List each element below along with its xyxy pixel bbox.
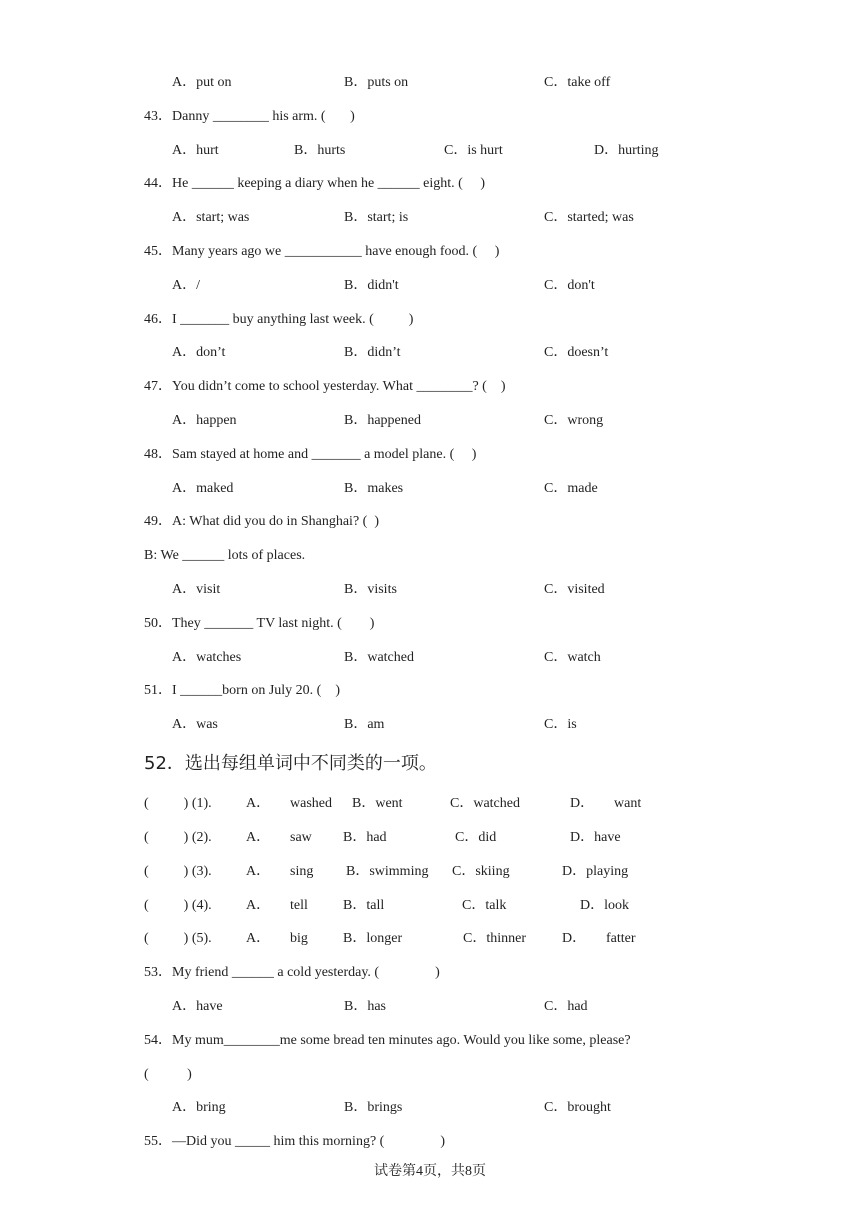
q52-row4-paren: ( ) (4). <box>144 898 212 913</box>
q52-row2-a: A． <box>246 830 271 845</box>
q47-option-a: A．happen <box>172 413 237 428</box>
q45-option-b: B．didn't <box>344 278 399 293</box>
q49-stem: 49．A: What did you do in Shanghai? ( ) <box>144 514 379 529</box>
q54-stem-line2: ( ) <box>144 1067 192 1082</box>
q47-option-c: C．wrong <box>544 413 604 428</box>
q52-row2-c: C．did <box>455 830 497 845</box>
q52-row2-paren: ( ) (2). <box>144 830 212 845</box>
q49-option-c: C．visited <box>544 582 605 597</box>
q52-row5-c: C．thinner <box>463 931 526 946</box>
q52-row1-d: D． <box>570 796 595 811</box>
q52-row1-a-word: washed <box>290 796 332 811</box>
q43-option-a: A．hurt <box>172 143 219 158</box>
q50-option-b: B．watched <box>344 650 414 665</box>
q52-row1-d-word: want <box>614 796 642 811</box>
q47-option-b: B．happened <box>344 413 421 428</box>
q43-stem: 43．Danny ________ his arm. ( ) <box>144 109 355 124</box>
q51-stem: 51．I ______born on July 20. ( ) <box>144 683 340 698</box>
q52-row5-a: A． <box>246 931 271 946</box>
q48-stem: 48．Sam stayed at home and _______ a model plane. ( ) <box>144 447 477 462</box>
q44-stem: 44．He ______ keeping a diary when he ______ eight. ( ) <box>144 176 485 191</box>
q51-option-a: A．was <box>172 717 218 732</box>
q52-row4-c: C．talk <box>462 898 507 913</box>
page-footer: 试卷第4页，共8页 <box>374 1164 486 1179</box>
q51-option-c: C．is <box>544 717 577 732</box>
q42-option-a: A．put on <box>172 75 232 90</box>
q52-row3-d: D．playing <box>562 864 629 879</box>
q44-option-b: B．start; is <box>344 210 409 225</box>
q50-stem: 50．They _______ TV last night. ( ) <box>144 616 375 631</box>
q52-row5-d: D． <box>562 931 587 946</box>
q52-row3-a: A． <box>246 864 271 879</box>
q54-option-c: C．brought <box>544 1100 611 1115</box>
q43-option-c: C．is hurt <box>444 143 503 158</box>
q46-option-b: B．didn’t <box>344 345 401 360</box>
q42-option-c: C．take off <box>544 75 611 90</box>
q46-option-a: A．don’t <box>172 345 226 360</box>
q54-option-a: A．bring <box>172 1100 226 1115</box>
q52-row3-a-word: sing <box>290 864 314 879</box>
q54-option-b: B．brings <box>344 1100 403 1115</box>
q47-stem: 47．You didn’t come to school yesterday. What ________? ( ) <box>144 379 506 394</box>
q52-row4-a: A． <box>246 898 271 913</box>
q50-option-a: A．watches <box>172 650 242 665</box>
q55-stem: 55．—Did you _____ him this morning? ( ) <box>144 1134 445 1149</box>
q53-stem: 53．My friend ______ a cold yesterday. ( ) <box>144 965 440 980</box>
q50-option-c: C．watch <box>544 650 601 665</box>
q48-option-c: C．made <box>544 481 598 496</box>
q54-stem: 54．My mum________me some bread ten minutes ago. Would you like some, please? <box>144 1033 631 1048</box>
q53-option-c: C．had <box>544 999 588 1014</box>
q53-option-a: A．have <box>172 999 223 1014</box>
q43-option-b: B．hurts <box>294 143 346 158</box>
q52-row1-c: C．watched <box>450 796 520 811</box>
q42-option-b: B．puts on <box>344 75 409 90</box>
q48-option-a: A．maked <box>172 481 234 496</box>
q45-stem: 45．Many years ago we ___________ have enough food. ( ) <box>144 244 500 259</box>
q49-stem-line2: B: We ______ lots of places. <box>144 548 306 563</box>
q46-stem: 46．I _______ buy anything last week. ( ) <box>144 312 414 327</box>
q52-row4-b: B．tall <box>343 898 385 913</box>
q52-row1-paren: ( ) (1). <box>144 796 212 811</box>
q52-row5-b: B．longer <box>343 931 403 946</box>
q51-option-b: B．am <box>344 717 385 732</box>
q52-row5-paren: ( ) (5). <box>144 931 212 946</box>
q52-row1-b: B．went <box>352 796 403 811</box>
q44-option-c: C．started; was <box>544 210 634 225</box>
q53-option-b: B．has <box>344 999 386 1014</box>
q52-row3-c: C．skiing <box>452 864 510 879</box>
q49-option-b: B．visits <box>344 582 397 597</box>
q46-option-c: C．doesn’t <box>544 345 609 360</box>
q52-row5-a-word: big <box>290 931 308 946</box>
q52-row2-d: D．have <box>570 830 621 845</box>
q52-row3-b: B．swimming <box>346 864 429 879</box>
q52-row5-d-word: fatter <box>606 931 636 946</box>
q52-row4-a-word: tell <box>290 898 308 913</box>
q52-heading: 52．选出每组单词中不同类的一项。 <box>144 753 437 774</box>
q52-row4-d: D．look <box>580 898 629 913</box>
q52-row1-a: A． <box>246 796 271 811</box>
q45-option-a: A．/ <box>172 278 200 293</box>
q43-option-d: D．hurting <box>594 143 659 158</box>
q45-option-c: C．don't <box>544 278 595 293</box>
q49-option-a: A．visit <box>172 582 221 597</box>
q52-row2-b: B．had <box>343 830 387 845</box>
q52-row2-a-word: saw <box>290 830 312 845</box>
q44-option-a: A．start; was <box>172 210 250 225</box>
q48-option-b: B．makes <box>344 481 404 496</box>
q52-row3-paren: ( ) (3). <box>144 864 212 879</box>
